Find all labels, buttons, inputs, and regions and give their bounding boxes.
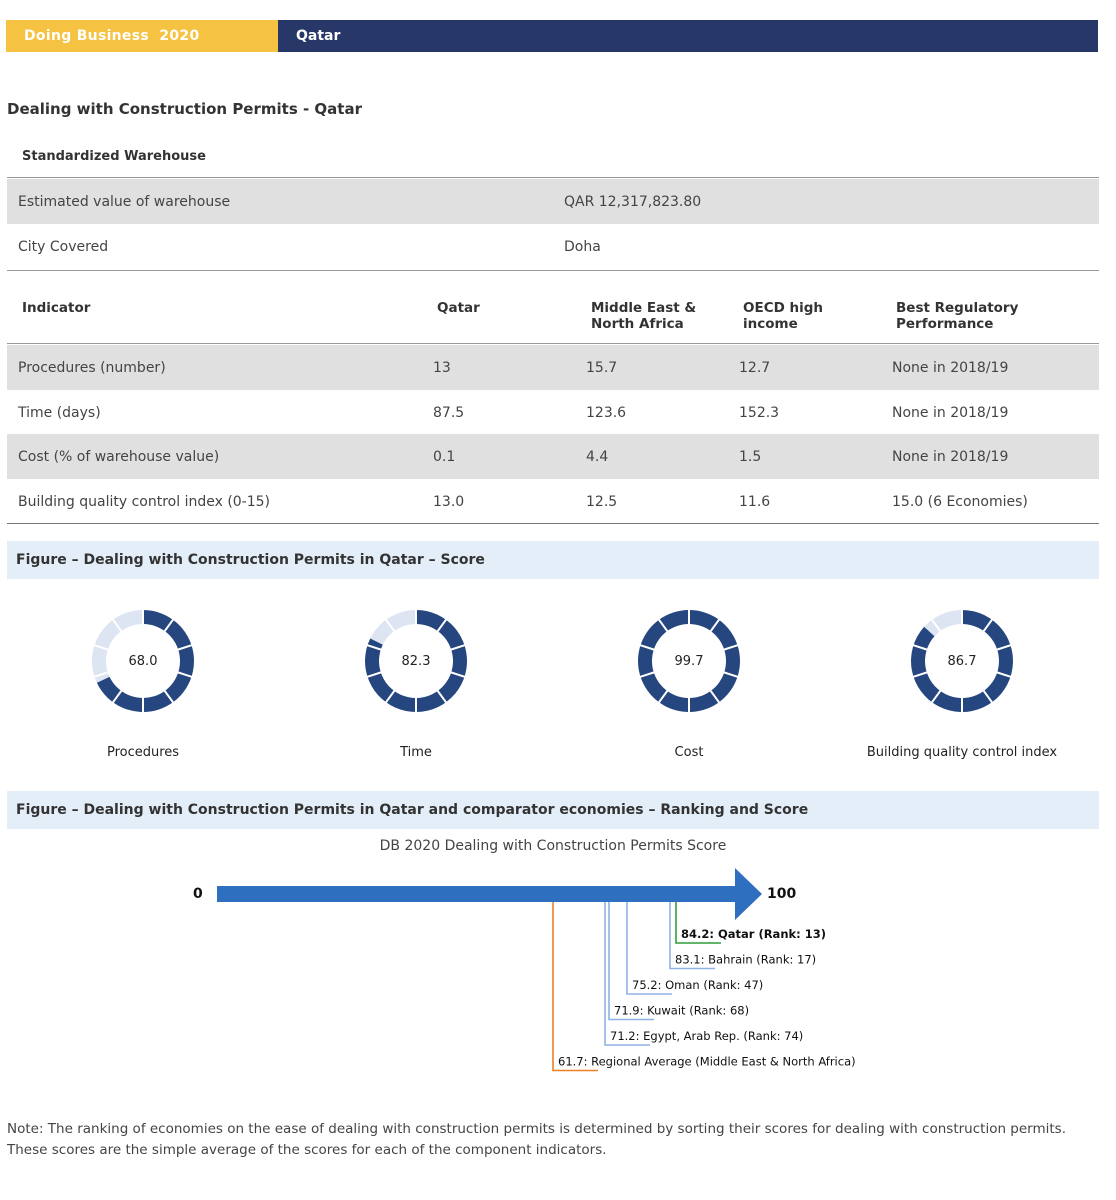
ranking-label: 71.2: Egypt, Arab Rep. (Rank: 74) [610,1029,804,1043]
table-cell: 1.5 [739,449,762,465]
table-cell: 15.7 [586,360,618,376]
column-header-best-performance: Best Regulatory Performance [896,300,1019,332]
axis-min-label: 0 [193,886,203,902]
donut-value: 82.3 [401,654,431,669]
report-title-badge: Doing Business 2020 [6,20,278,52]
donut-value: 68.0 [128,654,158,669]
warehouse-row [7,224,1099,269]
column-header-oecd: OECD high income [743,300,824,332]
ranking-marker [676,902,826,943]
donut-label: Procedures [106,745,180,760]
donut-value: 99.7 [674,654,704,669]
axis-max-label: 100 [767,886,797,902]
ranking-marker [605,902,803,1045]
economy-name-bar: Qatar [278,20,1098,52]
table-divider [7,523,1099,524]
warehouse-row [7,179,1099,224]
warehouse-table-header [7,140,1099,178]
ranking-label: 71.9: Kuwait (Rank: 68) [614,1003,750,1018]
warehouse-row-value: QAR 12,317,823.80 [564,194,702,210]
table-cell: 12.5 [586,494,618,510]
table-row [7,434,1099,479]
axis-arrow-head [735,868,762,920]
ranking-label: 61.7: Regional Average (Middle East & North Africa) [558,1054,856,1069]
indicator-table-header [7,270,1099,344]
warehouse-header-label: Standardized Warehouse [22,149,206,164]
donut-label: Building quality control index [866,745,1058,760]
table-cell: Building quality control index (0-15) [18,494,271,510]
donut-value: 86.7 [947,654,977,669]
table-cell: 13.0 [433,494,465,510]
warehouse-row-value: Doha [564,239,601,255]
table-cell: 12.7 [739,360,771,376]
axis-arrow-shaft [217,886,737,902]
footnote: Note: The ranking of economies on the ease of dealing with construction permits is determined by sorting their scores for dealing with construction permits. These scores are the simple average of the scores for each of the component indicators. [7,1121,1067,1158]
table-cell: Procedures (number) [18,360,166,376]
donut-label: Time [400,745,432,760]
page-title: Dealing with Construction Permits - Qatar [7,100,362,118]
table-cell: 0.1 [433,449,456,465]
ranking-label: 83.1: Bahrain (Rank: 17) [675,952,817,967]
figure-ranking-title: Figure – Dealing with Construction Permits in Qatar and comparator economies – Ranking and Score [7,791,1099,829]
ranking-leader-line [553,902,598,1071]
table-cell: None in 2018/19 [892,405,1009,421]
ranking-label: 75.2: Oman (Rank: 47) [632,978,764,992]
header-banner [6,20,1098,52]
column-header-indicator: Indicator [22,300,91,316]
table-row [7,390,1099,435]
ranking-leader-line [609,902,654,1020]
figure-score-title: Figure – Dealing with Construction Permits in Qatar – Score [7,541,1099,579]
column-header-qatar: Qatar [437,300,480,316]
table-cell: 11.6 [739,494,771,510]
table-cell: Time (days) [18,405,101,421]
table-cell: 87.5 [433,405,465,421]
table-cell: 13 [433,360,451,376]
ranking-marker [627,902,763,994]
table-cell: None in 2018/19 [892,360,1009,376]
table-cell: Cost (% of warehouse value) [18,449,220,465]
warehouse-row-label: City Covered [18,239,109,255]
ranking-label: 84.2: Qatar (Rank: 13) [681,927,827,941]
ranking-chart [0,860,1116,1090]
table-row [7,345,1099,390]
table-cell: None in 2018/19 [892,449,1009,465]
table-cell: 4.4 [586,449,609,465]
donut-empty-arc [370,610,416,645]
table-cell: 152.3 [739,405,780,421]
chart-title: DB 2020 Dealing with Construction Permits Score [379,838,727,854]
donut-label: Cost [674,745,704,760]
warehouse-row-label: Estimated value of warehouse [18,194,231,210]
table-cell: 123.6 [586,405,627,421]
table-cell: 15.0 (6 Economies) [892,494,1028,510]
column-header-mena: Middle East & North Africa [591,300,697,332]
table-row [7,479,1099,524]
